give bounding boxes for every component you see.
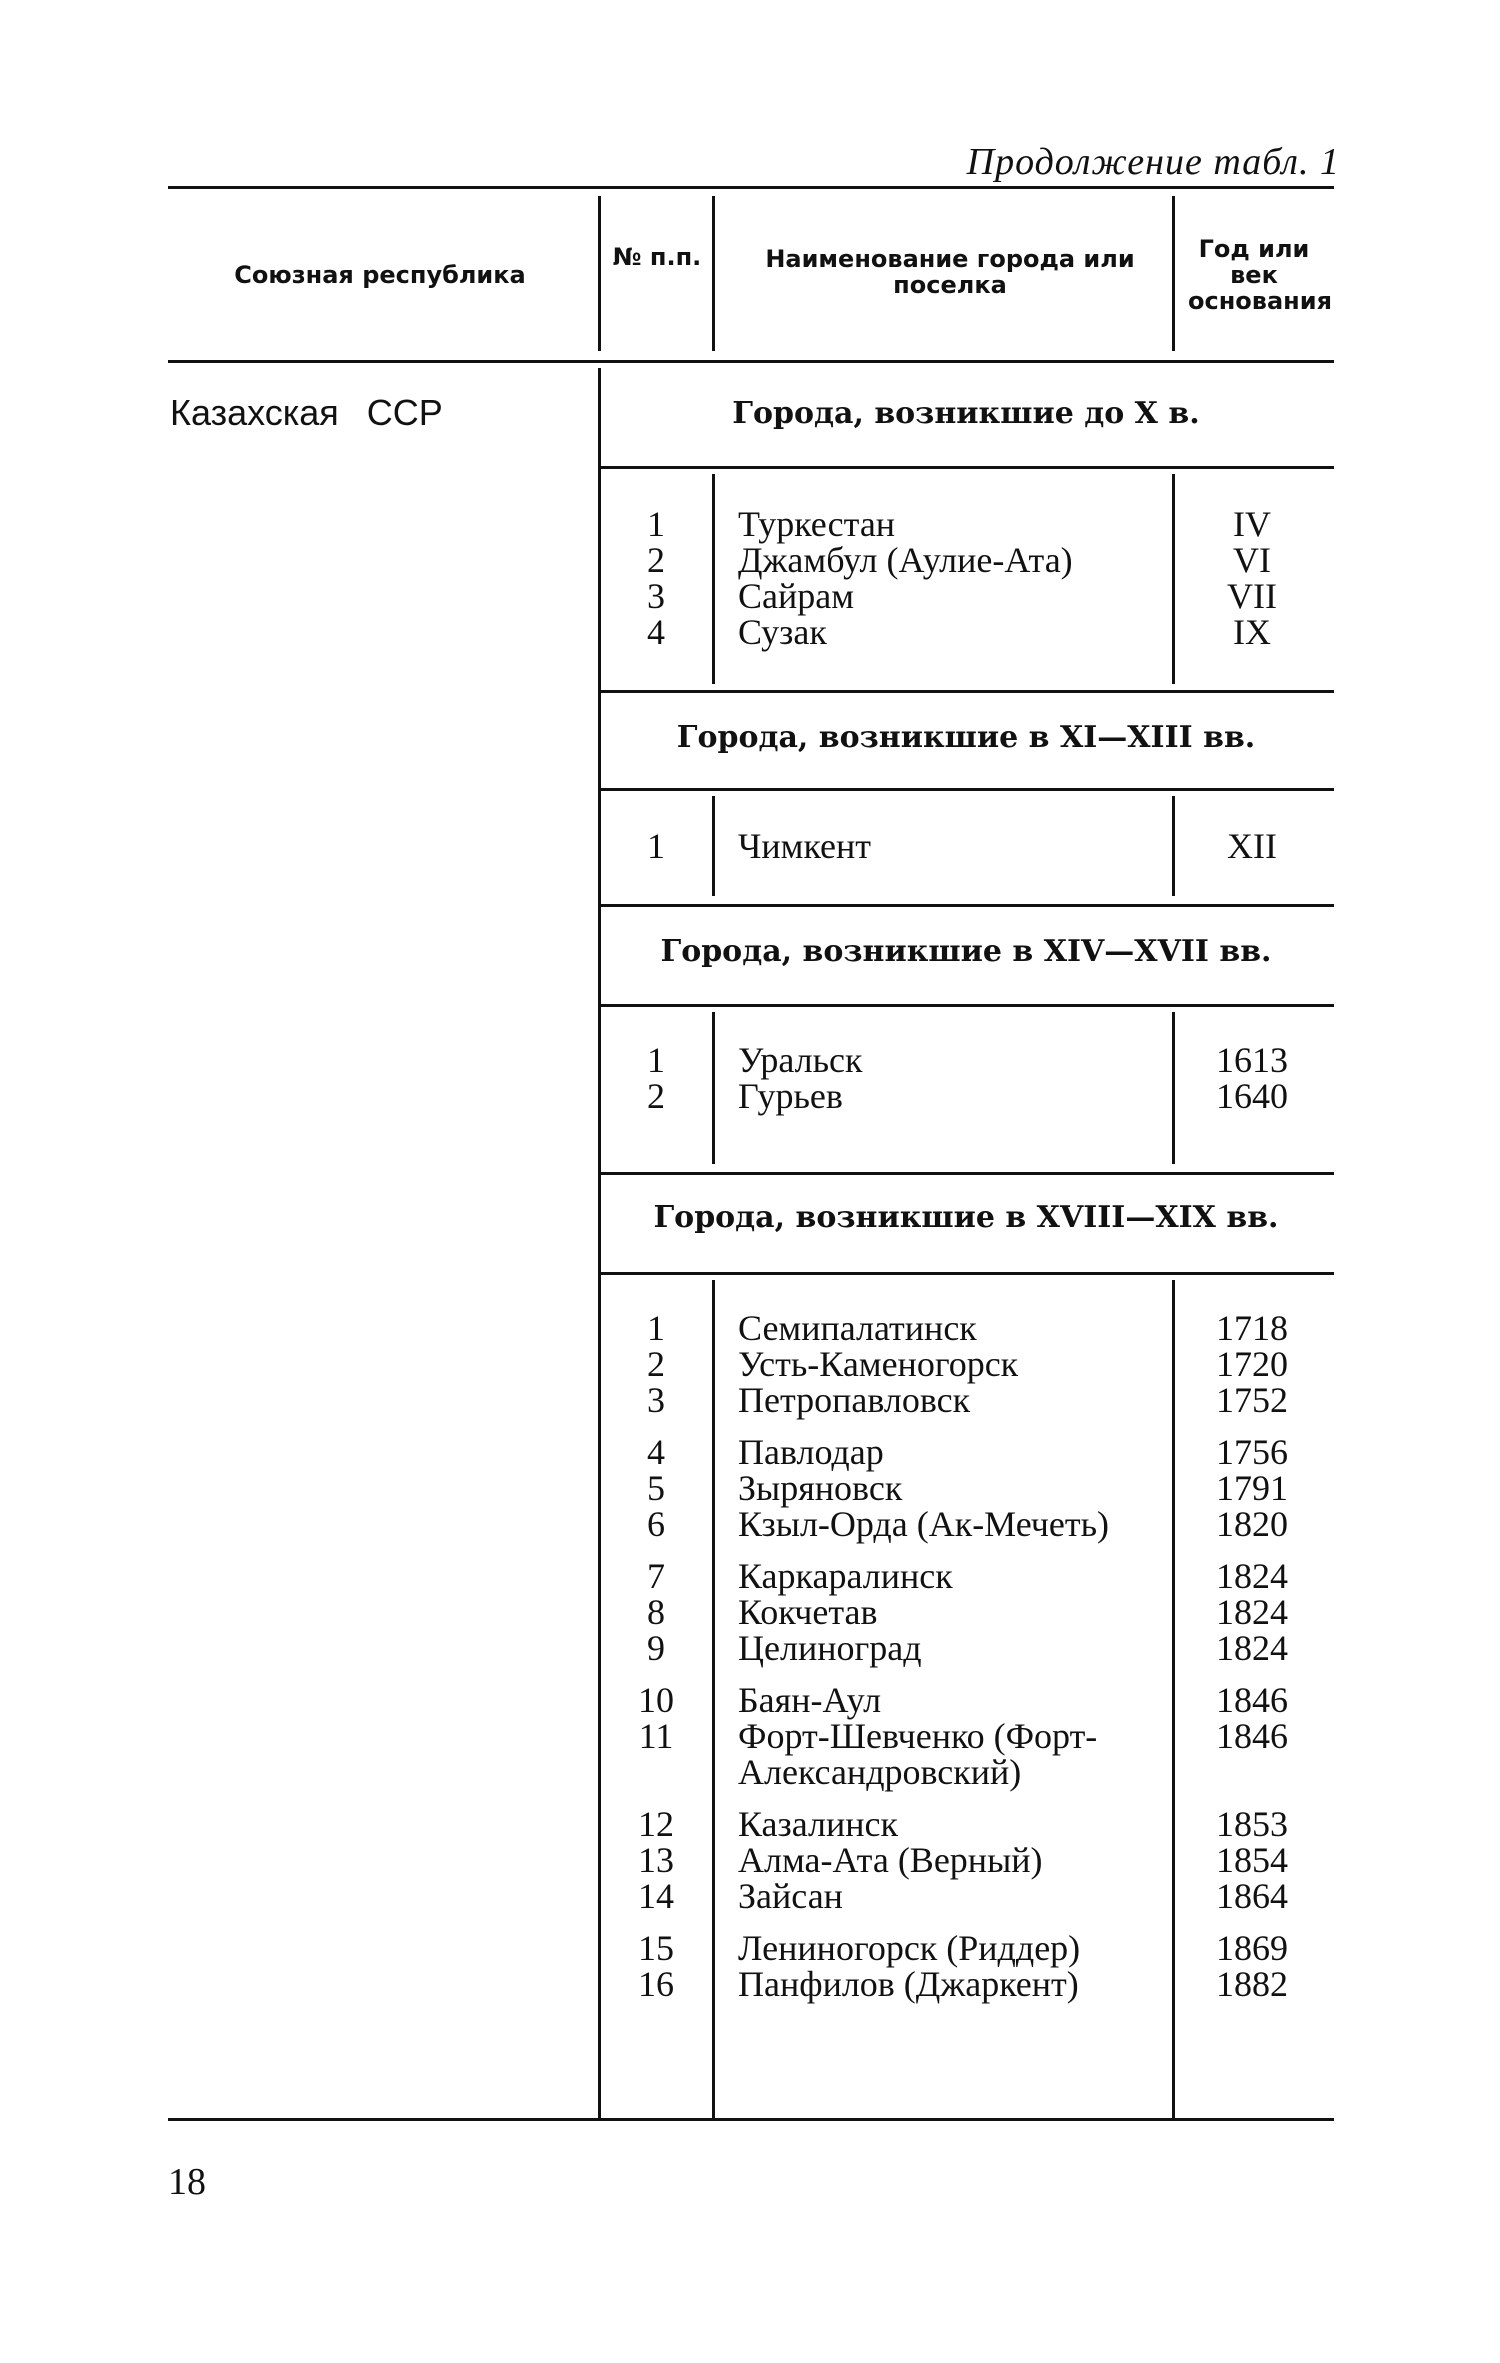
column-divider (712, 474, 715, 684)
founding-year: 1824 (1216, 1628, 1288, 1668)
row-number: 12 (638, 1804, 674, 1844)
row-number: 9 (647, 1628, 665, 1668)
founding-year: 1882 (1216, 1964, 1288, 2004)
founding-year: 1824 (1216, 1556, 1288, 1596)
section-title: Города, возникшие в XI—XIII вв. (676, 720, 1256, 755)
row-number: 1 (647, 1040, 665, 1080)
header-name: Наименование города или поселка (765, 245, 1135, 299)
row-number: 3 (647, 1380, 665, 1420)
header-divider-3 (1172, 196, 1175, 351)
city-name: Семипалатинск (738, 1308, 977, 1348)
city-name: Алма-Ата (Верный) (738, 1840, 1043, 1880)
city-name: Павлодар (738, 1432, 884, 1472)
section-rule (600, 466, 1334, 469)
page-number: 18 (168, 2161, 206, 2203)
founding-year: 1720 (1216, 1344, 1288, 1384)
row-number: 1 (647, 826, 665, 866)
table-caption: Продолжение табл. 1 (966, 141, 1340, 183)
founding-year: 1820 (1216, 1504, 1288, 1544)
row-number: 10 (638, 1680, 674, 1720)
founding-year: 1752 (1216, 1380, 1288, 1420)
column-divider (712, 796, 715, 896)
section-title: Города, возникшие в XVIII—XIX вв. (653, 1200, 1279, 1235)
city-name: Лениногорск (Риддер) (738, 1928, 1081, 1968)
founding-year: VII (1227, 576, 1277, 616)
city-name: Форт-Шевченко (Форт- (738, 1716, 1098, 1756)
row-number: 2 (647, 540, 665, 580)
section-rule (600, 788, 1334, 791)
row-number: 1 (647, 1308, 665, 1348)
founding-year: 1853 (1216, 1804, 1288, 1844)
city-name: Гурьев (738, 1076, 843, 1116)
header-number: № п.п. (612, 243, 702, 271)
founding-year: VI (1233, 540, 1271, 580)
row-number: 14 (638, 1876, 674, 1916)
city-name: Сузак (738, 612, 827, 652)
section-rule (600, 1272, 1334, 1275)
city-name: Чимкент (738, 826, 872, 866)
founding-year: 1864 (1216, 1876, 1288, 1916)
founding-year: 1718 (1216, 1308, 1288, 1348)
city-name: Казалинск (738, 1804, 898, 1844)
founding-year: 1854 (1216, 1840, 1288, 1880)
city-name: Зайсан (738, 1876, 843, 1916)
row-number: 7 (647, 1556, 665, 1596)
row-number: 1 (647, 504, 665, 544)
row-number: 3 (647, 576, 665, 616)
row-number: 15 (638, 1928, 674, 1968)
section-rule (600, 904, 1334, 907)
city-name: Джамбул (Аулие-Ата) (738, 540, 1073, 580)
founding-year: 1869 (1216, 1928, 1288, 1968)
city-name: Сайрам (738, 576, 855, 616)
table-top-rule (168, 186, 1334, 189)
header-divider-2 (712, 196, 715, 351)
section-rule (600, 690, 1334, 693)
founding-year: 1824 (1216, 1592, 1288, 1632)
header-year: Год или век основания (1188, 235, 1332, 315)
city-name: Петропавловск (738, 1380, 971, 1420)
section-title: Города, возникшие в XIV—XVII вв. (660, 934, 1272, 969)
city-name: Кзыл-Орда (Ак-Мечеть) (738, 1504, 1110, 1544)
founding-year: 1846 (1216, 1680, 1288, 1720)
column-divider (712, 1012, 715, 1164)
section-rule (600, 1172, 1334, 1175)
row-number: 6 (647, 1504, 665, 1544)
row-number: 2 (647, 1344, 665, 1384)
founding-year: 1756 (1216, 1432, 1288, 1472)
founding-year: XII (1227, 826, 1277, 866)
founding-year: 1613 (1216, 1040, 1288, 1080)
row-number: 4 (647, 1432, 665, 1472)
header-divider-1 (598, 196, 601, 351)
table-bottom-rule (168, 2118, 1334, 2121)
founding-year: IV (1233, 504, 1271, 544)
founding-year: 1846 (1216, 1716, 1288, 1756)
row-number: 13 (638, 1840, 674, 1880)
row-number: 2 (647, 1076, 665, 1116)
header-bottom-rule (168, 360, 1334, 363)
city-name: Туркестан (738, 504, 896, 544)
column-divider (712, 1280, 715, 2118)
row-number: 16 (638, 1964, 674, 2004)
republic-name: Казахская ССР (170, 392, 443, 433)
city-name: Уральск (738, 1040, 863, 1080)
city-name: Каркаралинск (738, 1556, 953, 1596)
section-title: Города, возникшие до X в. (732, 396, 1200, 431)
founding-year: IX (1233, 612, 1271, 652)
row-number: 4 (647, 612, 665, 652)
section-rule (600, 1004, 1334, 1007)
row-number: 11 (638, 1716, 674, 1756)
row-number: 8 (647, 1592, 665, 1632)
city-name-continued: Александровский) (738, 1752, 1022, 1792)
row-number: 5 (647, 1468, 665, 1508)
founding-year: 1791 (1216, 1468, 1288, 1508)
city-name: Зыряновск (738, 1468, 903, 1508)
city-name: Кокчетав (738, 1592, 878, 1632)
header-republic: Союзная республика (234, 261, 526, 289)
city-name: Баян-Аул (738, 1680, 882, 1720)
city-name: Целиноград (738, 1628, 922, 1668)
founding-year: 1640 (1216, 1076, 1288, 1116)
city-name: Усть-Каменогорск (738, 1344, 1019, 1384)
city-name: Панфилов (Джаркент) (738, 1964, 1079, 2004)
